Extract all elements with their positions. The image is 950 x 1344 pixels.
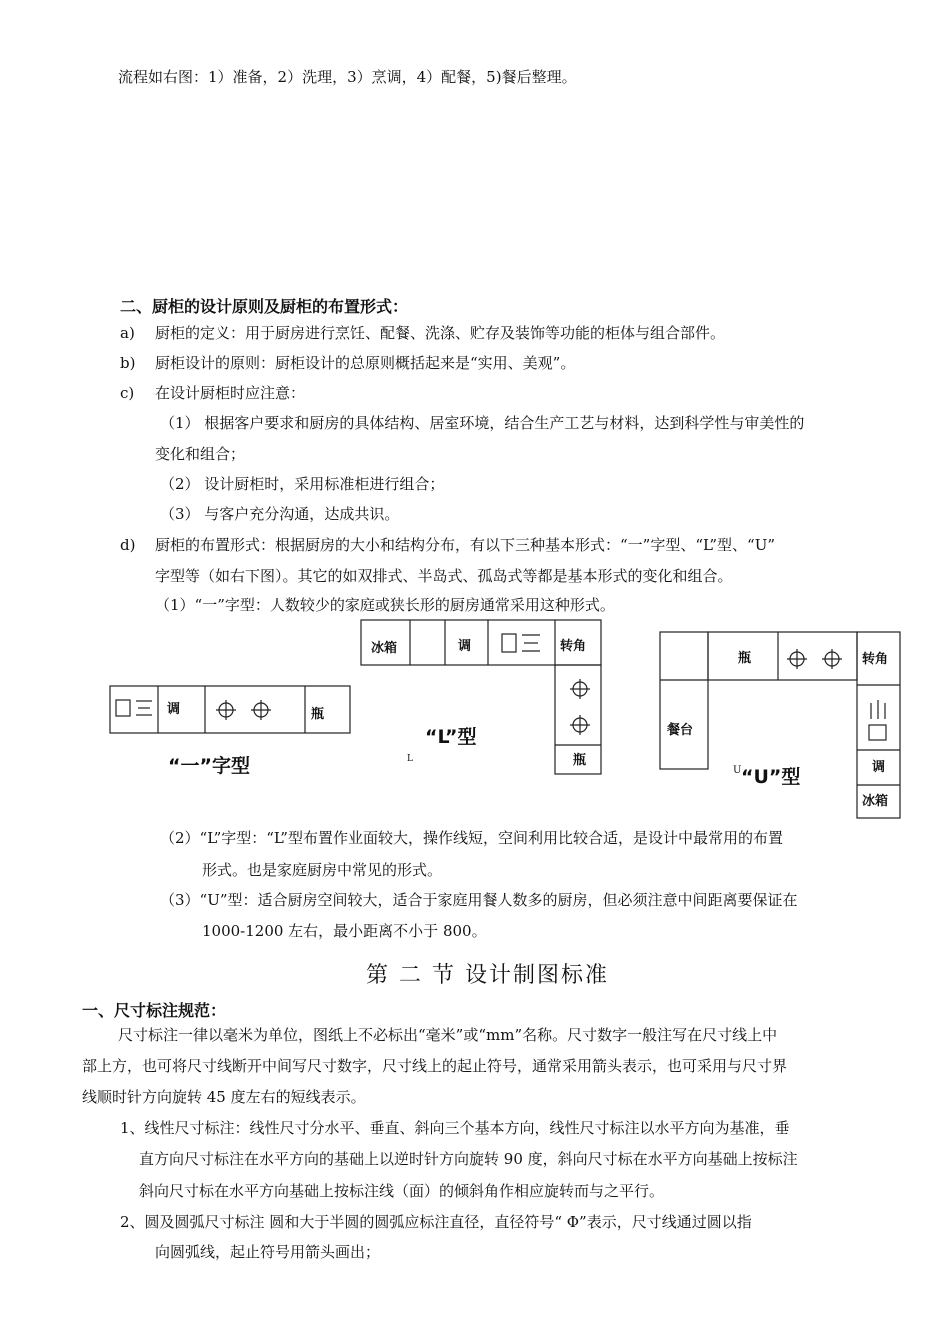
corner-label: 转角 — [560, 639, 587, 654]
list-item: 厨柜的定义：用于厨房进行烹饪、配餐、洗涤、贮存及装饰等功能的柜体与组合部件。 — [155, 324, 726, 342]
numbered-item: 直方向尺寸标注在水平方向的基础上以逆时针方向旋转 90 度，斜向尺寸标在水平方向基础上按标注 — [139, 1150, 798, 1168]
seasoning-label: 调 — [167, 702, 181, 717]
stove-burner-icon — [216, 700, 236, 720]
sub-item: （1） 根据客户要求和厨房的具体结构、居室环境，结合生产工艺与材料，达到科学性与审美性的 — [160, 414, 805, 432]
u-caption: “U”型 — [741, 766, 801, 788]
stove-burner-icon — [251, 700, 271, 720]
flow-intro: 流程如右图：1）准备，2）洗理，3）烹调，4）配餐，5)餐后整理。 — [118, 68, 577, 86]
list-marker: c) — [120, 384, 135, 402]
numbered-item: 斜向尺寸标在水平方向基础上按标注线（面）的倾斜角作相应旋转而与之平行。 — [139, 1182, 665, 1200]
sub-item: （3） 与客户充分沟通，达成共识。 — [160, 505, 400, 523]
u-left-run-outline — [660, 632, 708, 769]
list-item: 厨柜设计的原则：厨柜设计的总原则概括起来是“实用、美观”。 — [155, 354, 576, 372]
list-item: 字型等（如右下图）。其它的如双排式、半岛式、孤岛式等都是基本形式的变化和组合。 — [155, 567, 733, 585]
fridge-label: 冰箱 — [371, 641, 398, 656]
bottle-label: 瓶 — [573, 753, 587, 768]
sink-icon — [116, 700, 152, 716]
numbered-item: 向圆弧线，起止符号用箭头画出； — [155, 1243, 381, 1261]
straight-caption: “一”字型 — [168, 755, 250, 777]
sub-item: 变化和组合； — [155, 445, 246, 463]
fridge-label: 冰箱 — [862, 794, 889, 809]
u-small-mark: U — [733, 765, 742, 776]
l-caption: “L”型 — [425, 726, 477, 748]
numbered-item: 1、线性尺寸标注：线性尺寸分水平、垂直、斜向三个基本方向，线性尺寸标注以水平方向为基准，垂 — [120, 1119, 790, 1137]
paragraph: 尺寸标注一律以毫米为单位，图纸上不必标出“毫米”或“mm”名称。尺寸数字一般注写在尺寸线上中 — [118, 1026, 778, 1044]
seasoning-label: 调 — [872, 760, 886, 775]
list-marker: a) — [120, 324, 135, 342]
sink-icon — [869, 700, 886, 740]
sub-item: （2） 设计厨柜时，采用标准柜进行组合； — [160, 475, 445, 493]
stove-burner-icon — [570, 715, 590, 735]
bottle-label: 瓶 — [311, 707, 325, 722]
stove-burner-icon — [570, 679, 590, 699]
paragraph: 部上方，也可将尺寸线断开中间写尺寸数字，尺寸线上的起止符号，通常采用箭头表示，也可采用与尺寸界 — [82, 1057, 788, 1075]
l-small-mark: L — [407, 754, 413, 764]
sub-item: （3）“U”型：适合厨房空间较大，适合于家庭用餐人数多的厨房，但必须注意中间距离要保证在 — [160, 891, 798, 909]
sub-item: （1）“一”字型：人数较少的家庭或狭长形的厨房通常采用这种形式。 — [155, 596, 615, 614]
corner-label: 转角 — [862, 652, 889, 667]
seasoning-label: 调 — [458, 639, 472, 654]
sub-item: 1000-1200 左右，最小距离不小于 800。 — [202, 922, 487, 940]
u-top-run-outline — [708, 632, 857, 680]
sub-item: （2）“L”字型：“L”型布置作业面较大，操作线短，空间利用比较合适，是设计中最常用的布置 — [160, 829, 783, 847]
paragraph: 线顺时针方向旋转 45 度左右的短线表示。 — [82, 1088, 366, 1106]
list-marker: d) — [120, 536, 136, 554]
sub-item: 形式。也是家庭厨房中常见的形式。 — [202, 861, 443, 879]
stove-burner-icon — [822, 649, 842, 669]
dimension-heading: 一、尺寸标注规范： — [82, 1001, 227, 1020]
dining-label: 餐台 — [667, 723, 694, 738]
list-item: 在设计厨柜时应注意： — [155, 384, 306, 402]
numbered-item: 2、圆及圆弧尺寸标注 圆和大于半圆的圆弧应标注直径，直径符号“ Φ”表示，尺寸线通过圆以指 — [120, 1213, 752, 1231]
section-heading: 二、厨柜的设计原则及厨柜的布置形式： — [120, 297, 409, 316]
sink-icon — [502, 634, 540, 652]
section-title: 第 二 节 设计制图标准 — [366, 963, 609, 988]
list-item: 厨柜的布置形式：根据厨房的大小和结构分布，有以下三种基本形式：“一”字型、“L”型、“U” — [155, 536, 776, 554]
bottle-label: 瓶 — [738, 651, 752, 666]
stove-burner-icon — [787, 649, 807, 669]
list-marker: b) — [120, 354, 136, 372]
